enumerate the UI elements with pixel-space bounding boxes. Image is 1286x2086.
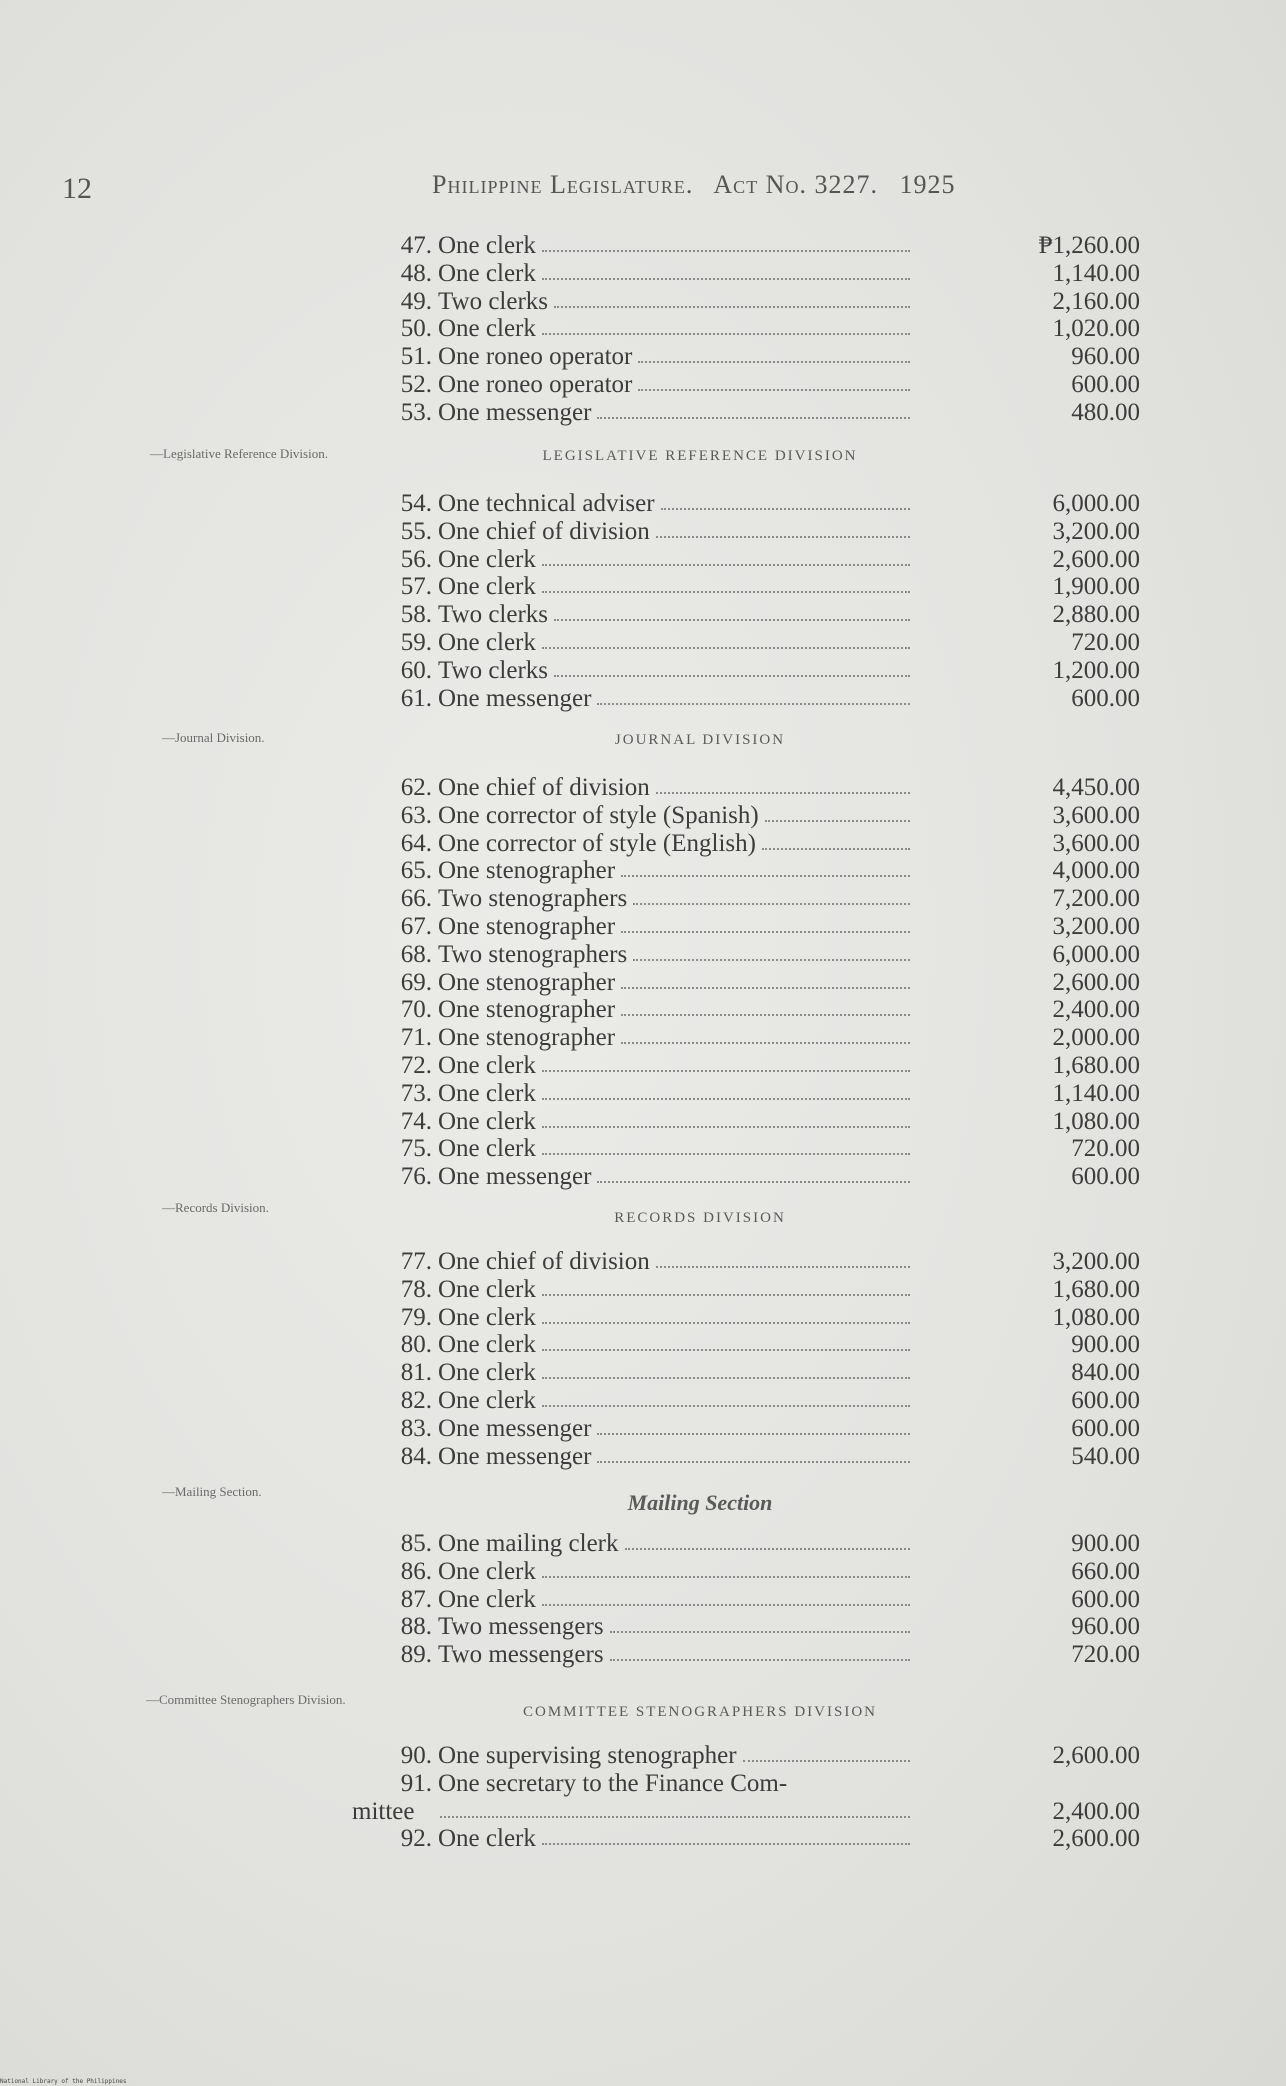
item-number: 72. (400, 1052, 432, 1079)
item-amount: 540.00 (1071, 1442, 1140, 1470)
item-description: One stenographer (438, 996, 616, 1024)
item-description: One chief of division (438, 517, 650, 545)
header-year: 1925 (899, 170, 956, 199)
leader-dots (542, 1126, 910, 1128)
item-number: 85. (400, 1530, 432, 1557)
item-number: 84. (400, 1442, 432, 1470)
item-number: 71. (400, 1024, 432, 1052)
line-item (380, 996, 1140, 1024)
item-number: 80. (400, 1331, 432, 1359)
item-number: 60. (400, 656, 432, 684)
item-amount: 3,200.00 (1052, 913, 1140, 940)
item-description: One clerk (438, 1387, 536, 1414)
leader-dots (554, 619, 910, 621)
item-amount: 4,000.00 (1052, 857, 1140, 885)
line-item (380, 685, 1140, 713)
item-number: 61. (400, 684, 432, 712)
leader-dots (638, 361, 910, 363)
item-number: 54. (400, 490, 432, 517)
item-amount: 720.00 (1071, 1135, 1140, 1163)
item-amount: 2,400.00 (1052, 1797, 1140, 1825)
item-number: 92. (400, 1825, 432, 1853)
item-amount: 2,600.00 (1052, 968, 1140, 996)
margin-note-legislative: —Legislative Reference Division. (150, 446, 328, 461)
line-item (380, 1359, 1140, 1387)
line-item (380, 802, 1140, 830)
item-description: One clerk (438, 1359, 536, 1387)
item-amount: 1,020.00 (1052, 315, 1140, 343)
line-item (380, 315, 1140, 343)
line-item (380, 1558, 1140, 1586)
item-description: One clerk (438, 629, 536, 656)
item-number: 78. (400, 1275, 432, 1303)
item-description: Two stenographers (438, 885, 628, 913)
item-number: 91. (400, 1769, 432, 1797)
item-number: 88. (400, 1613, 432, 1641)
footer-credit: National Library of the Philippines (0, 2078, 127, 2085)
item-description: One clerk (438, 1135, 536, 1163)
item-number: 56. (400, 545, 432, 573)
item-number: 73. (400, 1079, 432, 1107)
item-amount: 720.00 (1071, 629, 1140, 656)
item-amount: 720.00 (1071, 1641, 1140, 1669)
item-description: One stenographer (438, 1024, 616, 1052)
line-item (380, 857, 1140, 885)
item-number: 65. (400, 857, 432, 885)
margin-note-committee: —Committee Stenographers Division. (146, 1692, 346, 1707)
item-amount: 960.00 (1071, 1613, 1140, 1641)
line-item (380, 1108, 1140, 1136)
item-amount: 900.00 (1071, 1331, 1140, 1359)
line-item (380, 969, 1140, 997)
margin-note-mailing: —Mailing Section. (162, 1484, 262, 1499)
item-amount: 600.00 (1071, 371, 1140, 398)
line-item (380, 1331, 1140, 1359)
leader-dots (656, 1266, 910, 1268)
line-item (380, 629, 1140, 657)
item-description: One supervising stenographer (438, 1742, 737, 1769)
leader-dots (633, 903, 910, 905)
item-number: 49. (400, 287, 432, 315)
header-act: Act No. 3227. (713, 170, 878, 199)
leader-dots (542, 1070, 910, 1072)
leader-dots (554, 306, 910, 308)
item-amount: 840.00 (1071, 1359, 1140, 1387)
leader-dots (633, 959, 910, 961)
item-number: 86. (400, 1557, 432, 1585)
section-title-journal: JOURNAL DIVISION (614, 732, 786, 748)
item-amount: 600.00 (1071, 1387, 1140, 1414)
item-description: One clerk (438, 1052, 536, 1079)
item-number: 62. (400, 774, 432, 801)
page-header (432, 170, 969, 200)
leader-dots (542, 647, 910, 649)
line-item (380, 1530, 1140, 1558)
item-description: One clerk (438, 1079, 536, 1107)
item-number: 77. (400, 1248, 432, 1275)
item-amount: 1,680.00 (1052, 1052, 1140, 1079)
item-number: 70. (400, 996, 432, 1024)
item-number: 66. (400, 885, 432, 913)
section-title-mailing: Mailing Section (627, 1490, 773, 1515)
line-item (380, 1248, 1140, 1276)
line-item (380, 546, 1140, 574)
item-description: One corrector of style (English) (438, 829, 756, 857)
item-description: One messenger (438, 398, 592, 426)
line-item (380, 913, 1140, 941)
item-description: One clerk (438, 1107, 536, 1135)
line-item (380, 1641, 1140, 1669)
leader-dots (621, 931, 910, 933)
leader-dots (597, 1433, 910, 1435)
leader-dots (661, 508, 910, 510)
item-amount: 1,200.00 (1052, 656, 1140, 684)
line-item (380, 1443, 1140, 1471)
leader-dots (621, 1042, 910, 1044)
item-amount: ₱1,260.00 (1038, 232, 1140, 259)
item-description: One clerk (438, 259, 536, 287)
item-description: One corrector of style (Spanish) (438, 801, 759, 829)
item-description: One clerk (438, 315, 536, 343)
item-number: 50. (400, 315, 432, 343)
leader-dots (597, 703, 910, 705)
line-item (380, 1825, 1140, 1853)
line-item (380, 343, 1140, 371)
item-number: 69. (400, 968, 432, 996)
line-item (380, 232, 1140, 260)
item-description: One chief of division (438, 774, 650, 801)
item-number: 57. (400, 573, 432, 601)
item-description: Two clerks (438, 601, 549, 629)
line-item (380, 1304, 1140, 1332)
item-amount: 600.00 (1071, 1585, 1140, 1613)
item-number: 48. (400, 259, 432, 287)
line-item (380, 1080, 1140, 1108)
line-item (380, 1742, 1140, 1770)
section-title-records: RECORDS DIVISION (614, 1210, 786, 1226)
leader-dots (542, 591, 910, 593)
leader-dots (440, 1816, 910, 1818)
item-amount: 1,080.00 (1052, 1107, 1140, 1135)
line-item (380, 1387, 1140, 1415)
line-item (380, 1163, 1140, 1191)
leader-dots (597, 1181, 910, 1183)
leader-dots (542, 250, 910, 252)
item-number: 89. (400, 1641, 432, 1669)
line-item (380, 885, 1140, 913)
leader-dots (542, 1294, 910, 1296)
item-description: Two clerks (438, 287, 549, 315)
item-description: One messenger (438, 1163, 592, 1191)
item-description: One clerk (438, 1331, 536, 1359)
leader-dots (542, 1377, 910, 1379)
line-item (380, 601, 1140, 629)
item-number: 53. (400, 398, 432, 426)
item-description: One clerk (438, 545, 536, 573)
item-description: Two stenographers (438, 940, 628, 968)
item-number: 75. (400, 1135, 432, 1163)
item-amount: 1,140.00 (1052, 1079, 1140, 1107)
item-number: 83. (400, 1414, 432, 1442)
item-number: 81. (400, 1359, 432, 1387)
item-amount: 3,600.00 (1052, 829, 1140, 857)
leader-dots (621, 1014, 910, 1016)
item-description: One roneo operator (438, 343, 633, 371)
item-number: 67. (400, 913, 432, 940)
leader-dots (597, 1461, 910, 1463)
leader-dots (542, 1322, 910, 1324)
leader-dots (542, 278, 910, 280)
page-number: 12 (62, 172, 92, 205)
line-item (380, 1024, 1140, 1052)
item-number: 59. (400, 629, 432, 656)
leader-dots (542, 1153, 910, 1155)
leader-dots (765, 820, 910, 822)
leader-dots (542, 1098, 910, 1100)
item-description: One mailing clerk (438, 1530, 619, 1557)
line-item (380, 399, 1140, 427)
section-title-committee: COMMITTEE STENOGRAPHERS DIVISION (522, 1704, 877, 1720)
item-number: 58. (400, 601, 432, 629)
item-amount: 600.00 (1071, 1163, 1140, 1191)
item-description: One technical adviser (438, 490, 655, 517)
item-number: 52. (400, 371, 432, 398)
item-description: One stenographer (438, 913, 616, 940)
leader-dots (638, 389, 910, 391)
line-item (380, 830, 1140, 858)
item-amount: 960.00 (1071, 343, 1140, 371)
line-item (380, 518, 1140, 546)
leader-dots (542, 1576, 910, 1578)
item-number: 63. (400, 801, 432, 829)
line-item (380, 1415, 1140, 1443)
item-amount: 1,900.00 (1052, 573, 1140, 601)
item-amount: 2,160.00 (1052, 287, 1140, 315)
leader-dots (542, 564, 910, 566)
item-number: 47. (400, 232, 432, 259)
leader-dots (656, 536, 910, 538)
item-description-continued: mittee (352, 1797, 415, 1825)
item-number: 90. (400, 1742, 432, 1769)
item-amount: 2,600.00 (1052, 1742, 1140, 1769)
item-amount: 1,140.00 (1052, 259, 1140, 287)
line-item (380, 941, 1140, 969)
line-item (380, 573, 1140, 601)
leader-dots (542, 1405, 910, 1407)
line-item (380, 1770, 1140, 1798)
item-amount: 4,450.00 (1052, 774, 1140, 801)
line-item (380, 288, 1140, 316)
leader-dots (554, 675, 910, 677)
leader-dots (625, 1548, 910, 1550)
line-item (380, 1135, 1140, 1163)
item-description: One chief of division (438, 1248, 650, 1275)
line-item (380, 1613, 1140, 1641)
item-number: 55. (400, 517, 432, 545)
line-item (380, 260, 1140, 288)
line-item (380, 490, 1140, 518)
item-number: 74. (400, 1107, 432, 1135)
leader-dots (610, 1659, 910, 1661)
item-amount: 2,400.00 (1052, 996, 1140, 1024)
item-description: One clerk (438, 573, 536, 601)
item-amount: 2,000.00 (1052, 1024, 1140, 1052)
item-amount: 600.00 (1071, 1414, 1140, 1442)
margin-note-records: —Records Division. (162, 1200, 269, 1215)
margin-note-journal: —Journal Division. (162, 730, 265, 745)
item-number: 51. (400, 343, 432, 371)
item-number: 68. (400, 940, 432, 968)
leader-dots (542, 333, 910, 335)
item-description: One secretary to the Finance Com- (438, 1769, 788, 1797)
item-description: One messenger (438, 684, 592, 712)
item-amount: 3,600.00 (1052, 801, 1140, 829)
section-title-legislative-reference: LEGISLATIVE REFERENCE DIVISION (542, 448, 858, 464)
line-item (380, 1052, 1140, 1080)
item-amount: 2,600.00 (1052, 1825, 1140, 1853)
line-item (380, 774, 1140, 802)
item-number: 82. (400, 1387, 432, 1414)
item-amount: 900.00 (1071, 1530, 1140, 1557)
item-description: One clerk (438, 1557, 536, 1585)
leader-dots (621, 987, 910, 989)
item-description: One clerk (438, 1825, 536, 1853)
item-description: One messenger (438, 1442, 592, 1470)
line-item (380, 657, 1140, 685)
item-description: Two clerks (438, 656, 549, 684)
line-item (380, 371, 1140, 399)
item-amount: 3,200.00 (1052, 517, 1140, 545)
leader-dots (762, 848, 910, 850)
item-amount: 6,000.00 (1052, 490, 1140, 517)
item-amount: 3,200.00 (1052, 1248, 1140, 1275)
item-description: One clerk (438, 1275, 536, 1303)
item-number: 87. (400, 1585, 432, 1613)
line-item (380, 1586, 1140, 1614)
leader-dots (610, 1631, 910, 1633)
item-amount: 1,680.00 (1052, 1275, 1140, 1303)
item-number: 76. (400, 1163, 432, 1191)
line-item (380, 1276, 1140, 1304)
item-description: One roneo operator (438, 371, 633, 398)
item-amount: 600.00 (1071, 684, 1140, 712)
item-amount: 7,200.00 (1052, 885, 1140, 913)
item-description: Two messengers (438, 1613, 604, 1641)
leader-dots (656, 792, 910, 794)
line-item-continued (380, 1798, 1140, 1826)
leader-dots (542, 1349, 910, 1351)
item-description: One clerk (438, 232, 536, 259)
item-number: 79. (400, 1303, 432, 1331)
item-amount: 660.00 (1071, 1557, 1140, 1585)
item-description: One clerk (438, 1303, 536, 1331)
leader-dots (621, 875, 910, 877)
item-description: Two messengers (438, 1641, 604, 1669)
item-description: One stenographer (438, 857, 616, 885)
item-description: One messenger (438, 1414, 592, 1442)
item-description: One clerk (438, 1585, 536, 1613)
leader-dots (597, 417, 910, 419)
item-amount: 6,000.00 (1052, 940, 1140, 968)
leader-dots (743, 1760, 910, 1762)
item-number: 64. (400, 829, 432, 857)
item-amount: 2,880.00 (1052, 601, 1140, 629)
leader-dots (542, 1604, 910, 1606)
item-amount: 1,080.00 (1052, 1303, 1140, 1331)
header-title: Philippine Legislature. (432, 170, 694, 199)
item-description: One stenographer (438, 968, 616, 996)
item-amount: 2,600.00 (1052, 545, 1140, 573)
item-amount: 480.00 (1071, 398, 1140, 426)
leader-dots (542, 1843, 910, 1845)
